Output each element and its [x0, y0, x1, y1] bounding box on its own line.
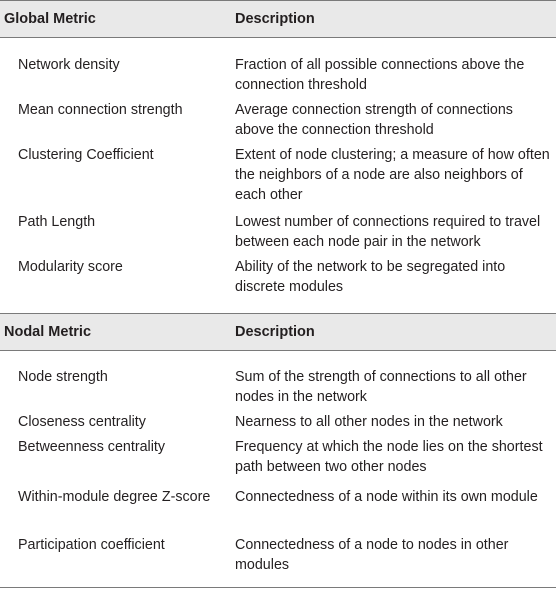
metric-description: Connectedness of a node to nodes in other modules [235, 537, 509, 573]
metric-name: Modularity score [18, 259, 123, 275]
nodal-metric-header [0, 313, 556, 351]
metric-description: Ability of the network to be segregated into discrete modules [235, 259, 506, 295]
metric-description: Average connection strength of connections above the connection threshold [235, 102, 513, 138]
metric-description: Connectedness of a node within its own module [235, 489, 538, 505]
metric-description: Fraction of all possible connections above the connection threshold [235, 57, 525, 93]
metric-name: Closeness centrality [18, 414, 146, 430]
table-bottom-rule [0, 587, 556, 588]
global-metric-column-header: Global Metric [4, 11, 96, 27]
metric-name: Participation coefficient [18, 537, 165, 553]
metric-name: Network density [18, 57, 120, 73]
global-description-column-header: Description [235, 11, 315, 27]
metric-description: Sum of the strength of connections to all other nodes in the network [235, 369, 527, 405]
metric-name: Within-module degree Z-score [18, 489, 211, 505]
nodal-description-column-header: Description [235, 324, 315, 340]
metric-description: Nearness to all other nodes in the network [235, 414, 503, 430]
global-metric-header [0, 0, 556, 38]
metric-description: Extent of node clustering; a measure of how often the neighbors of a node are also neighbors of each other [235, 147, 550, 203]
metric-name: Node strength [18, 369, 108, 385]
metric-name: Mean connection strength [18, 102, 183, 118]
metric-name: Path Length [18, 214, 96, 230]
metric-description: Frequency at which the node lies on the shortest path between two other nodes [235, 439, 543, 475]
metric-name: Betweenness centrality [18, 439, 166, 455]
nodal-metric-column-header: Nodal Metric [4, 324, 92, 340]
metric-description: Lowest number of connections required to travel between each node pair in the network [235, 214, 541, 250]
metric-name: Clustering Coefficient [18, 147, 154, 163]
